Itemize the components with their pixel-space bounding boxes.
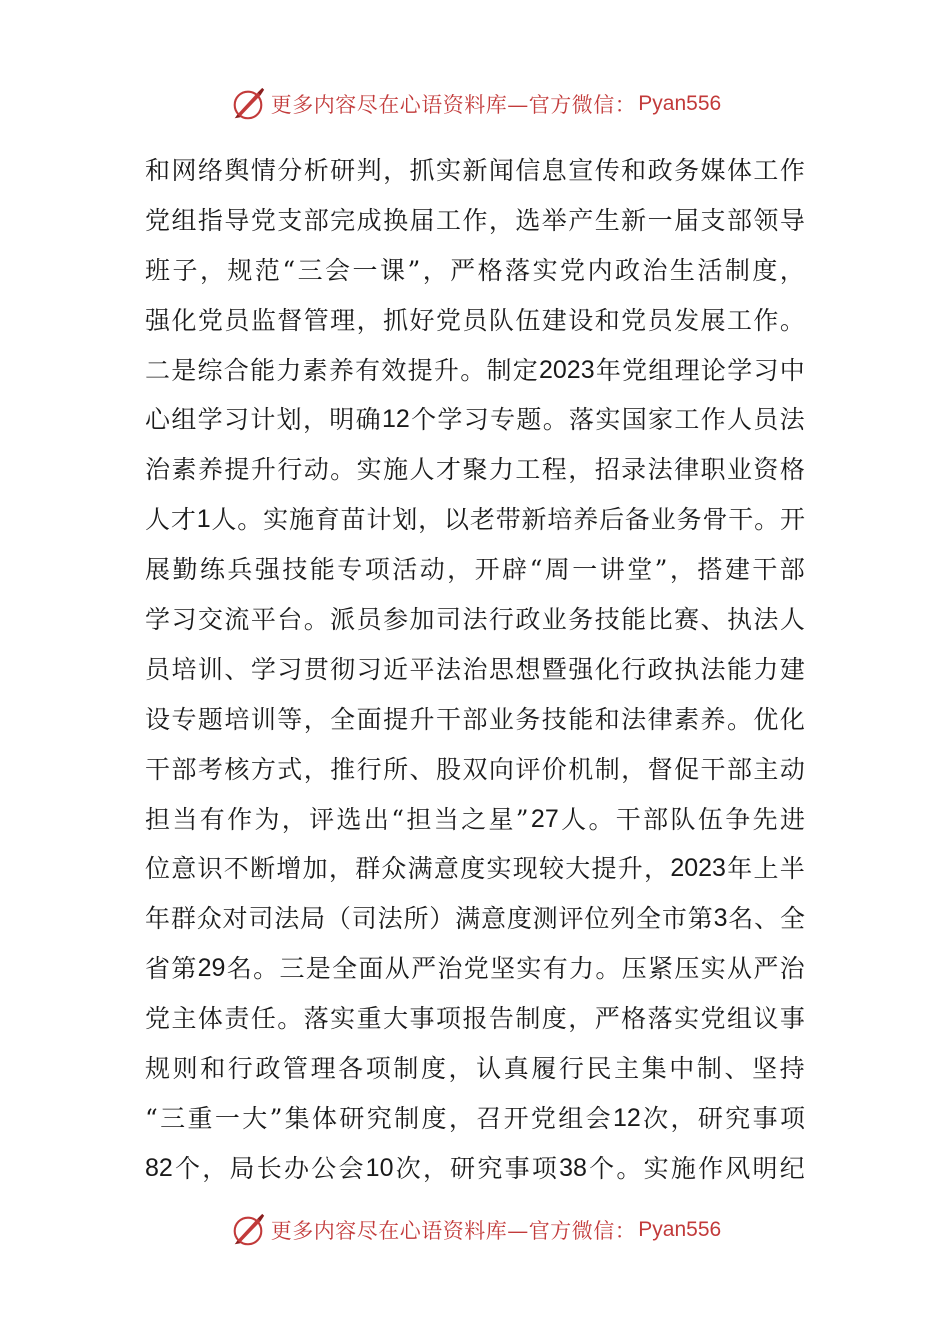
body-text-line: 班 子 ， 规 范 “ 三 会 一 课 ” ， 严 格 落 实 党 内 政 治 生 活 制 度 ， — [145, 255, 805, 285]
header-banner-text: 更多内容尽在心语资料库—官方微信： — [270, 93, 637, 117]
body-text-line: 学 习 交 流 平 台 。 派 员 参 加 司 法 行 政 业 务 技 能 比 赛 、 执 法 人 — [145, 605, 805, 635]
body-text-line: 展 勤 练 兵 强 技 能 专 项 活 动 ， 开 辟 “ 周 一 讲 堂 ” ， 搭 建 干 部 — [145, 555, 805, 585]
body-text-line: “ 三 重 一 大 ” 集 体 研 究 制 度 ， 召 开 党 组 会 12 次 ， 研 究 事 项 — [145, 1103, 805, 1133]
body-text-line: 省 第 29 名 。 三 是 全 面 从 严 治 党 坚 实 有 力 。 压 紧 压 实 从 严 治 — [145, 954, 805, 984]
header-wechat-id: Pyan556 — [638, 92, 722, 115]
footer-banner-text: 更多内容尽在心语资料库—官方微信： — [270, 1219, 637, 1243]
body-text-line: 党 主 体 责 任 。 落 实 重 大 事 项 报 告 制 度 ， 严 格 落 实 党 组 议 事 — [145, 1004, 805, 1034]
body-text-line: 治 素 养 提 升 行 动 。 实 施 人 才 聚 力 工 程 ， 招 录 法 律 职 业 资 格 — [145, 455, 805, 485]
body-text-line: 强 化 党 员 监 督 管 理 ， 抓 好 党 员 队 伍 建 设 和 党 员 发 展 工 作 。 — [145, 305, 805, 335]
document-body — [145, 146, 805, 1194]
body-text-line: 和 网 络 舆 情 分 析 研 判 ， 抓 实 新 闻 信 息 宣 传 和 政 务 媒 体 工 作 — [145, 156, 805, 185]
body-text-line: 规 则 和 行 政 管 理 各 项 制 度 ， 认 真 履 行 民 主 集 中 制 、 坚 持 — [145, 1054, 805, 1084]
pen-circle-icon — [229, 1211, 267, 1249]
body-text-line: 心 组 学 习 计 划 ， 明 确 12 个 学 习 专 题 。 落 实 国 家 工 作 人 员 法 — [145, 405, 805, 435]
header-watermark-banner — [0, 82, 950, 126]
body-text-line: 82 个 ， 局 长 办 公 会 10 次 ， 研 究 事 项 38 个 。 实 施 作 风 明 纪 — [145, 1153, 805, 1183]
body-text-line: 位 意 识 不 断 增 加 ， 群 众 满 意 度 实 现 较 大 提 升 ， 2023 年 上 半 — [145, 854, 805, 884]
body-text-line: 二 是 综 合 能 力 素 养 有 效 提 升 。 制 定 2023 年 党 组 理 论 学 习 中 — [145, 355, 805, 385]
footer-wechat-id: Pyan556 — [638, 1218, 722, 1241]
body-text-line: 担 当 有 作 为 ， 评 选 出 “ 担 当 之 星 ” 27 人 。 干 部 队 伍 争 先 进 — [145, 804, 805, 834]
body-text-line: 干 部 考 核 方 式 ， 推 行 所 、 股 双 向 评 价 机 制 ， 督 促 干 部 主 动 — [145, 754, 805, 784]
body-text-line: 党 组 指 导 党 支 部 完 成 换 届 工 作 ， 选 举 产 生 新 一 届 支 部 领 导 — [145, 205, 805, 235]
body-text-line: 人 才 1 人 。 实 施 育 苗 计 划 ， 以 老 带 新 培 养 后 备 业 务 骨 干 。 开 — [145, 505, 805, 535]
body-text-line: 设 专 题 培 训 等 ， 全 面 提 升 干 部 业 务 技 能 和 法 律 素 养 。 优 化 — [145, 704, 805, 734]
footer-watermark-banner — [0, 1208, 950, 1252]
body-text-line: 员 培 训 、 学 习 贯 彻 习 近 平 法 治 思 想 暨 强 化 行 政 执 法 能 力 建 — [145, 654, 805, 684]
pen-circle-icon — [229, 85, 267, 123]
body-text-line: 年 群 众 对 司 法 局 （ 司 法 所 ） 满 意 度 测 评 位 列 全 市 第 3 名 、 全 — [145, 904, 805, 934]
